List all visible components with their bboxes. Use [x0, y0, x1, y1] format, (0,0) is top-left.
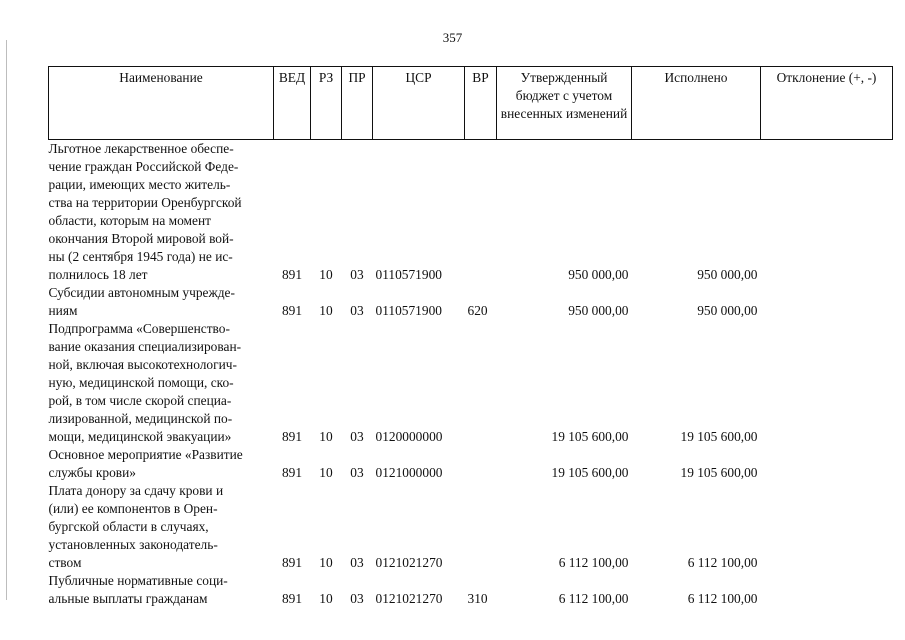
row-ved: 891	[281, 465, 303, 480]
table-row	[49, 446, 893, 482]
row-name-line: Подпрограмма «Совершенство-	[48, 321, 230, 336]
row-name	[49, 482, 274, 572]
row-vr: 620	[467, 303, 488, 318]
table-row	[49, 284, 893, 320]
row-name-line: альные выплаты гражданам	[48, 591, 208, 606]
row-deviation	[761, 284, 893, 320]
row-name-line: Основное мероприятие «Развитие	[48, 447, 243, 462]
row-budget: 19 105 600,00	[551, 465, 629, 480]
row-name	[49, 320, 274, 446]
row-name-line: полнилось 18 лет	[48, 267, 148, 282]
row-csr: 0110571900	[375, 267, 442, 282]
row-vr: 310	[467, 591, 488, 606]
row-csr: 0121000000	[375, 465, 443, 480]
row-name-line: лизированной, медицинской по-	[48, 411, 233, 426]
row-ved: 891	[281, 555, 303, 570]
row-name-line: установленных законодатель-	[48, 537, 218, 552]
row-rz: 10	[319, 591, 333, 606]
row-budget: 950 000,00	[568, 267, 629, 282]
budget-table	[48, 66, 893, 608]
row-done: 950 000,00	[697, 303, 758, 318]
header-budget: Утвержденный бюджет с учетом внесенных изменений	[497, 67, 632, 140]
row-pr: 03	[350, 267, 364, 282]
row-name-line: ную, медицинской помощи, ско-	[48, 375, 234, 390]
row-name-line: Льготное лекарственное обеспе-	[48, 141, 234, 156]
row-done: 19 105 600,00	[680, 465, 758, 480]
header-pr: ПР	[342, 67, 373, 140]
row-name-line: Плата донору за сдачу крови и	[48, 483, 224, 498]
header-ved: ВЕД	[274, 67, 311, 140]
row-name-line: рации, имеющих место житель-	[48, 177, 231, 192]
header-vr: ВР	[465, 67, 497, 140]
row-pr: 03	[350, 465, 364, 480]
header-done: Исполнено	[632, 67, 761, 140]
table-body	[49, 140, 893, 609]
row-name-line: Публичные нормативные соци-	[48, 573, 228, 588]
header-csr: ЦСР	[373, 67, 465, 140]
table-row	[49, 572, 893, 608]
row-pr: 03	[350, 591, 364, 606]
table-row	[49, 482, 893, 572]
row-name	[49, 284, 274, 320]
row-name-line: (или) ее компонентов в Орен-	[48, 501, 218, 516]
row-done: 19 105 600,00	[680, 429, 758, 444]
row-ved: 891	[281, 267, 303, 282]
row-ved: 891	[281, 591, 303, 606]
table-header	[49, 67, 893, 140]
row-name-line: мощи, медицинской эвакуации»	[48, 429, 232, 444]
row-name-line: рой, в том числе скорой специа-	[48, 393, 232, 408]
row-rz: 10	[319, 267, 333, 282]
row-budget: 6 112 100,00	[558, 555, 629, 570]
row-csr: 0121021270	[375, 555, 443, 570]
row-vr	[465, 482, 497, 572]
row-done: 6 112 100,00	[687, 591, 758, 606]
row-pr: 03	[350, 303, 364, 318]
header-name: Наименование	[49, 67, 274, 140]
row-ved: 891	[281, 303, 303, 318]
row-deviation	[761, 320, 893, 446]
row-deviation	[761, 446, 893, 482]
row-name-line: ниям	[48, 303, 78, 318]
header-rz: РЗ	[311, 67, 342, 140]
row-rz: 10	[319, 303, 333, 318]
row-rz: 10	[319, 429, 333, 444]
row-name	[49, 140, 274, 285]
row-name-line: ны (2 сентября 1945 года) не ис-	[48, 249, 233, 264]
row-rz: 10	[319, 555, 333, 570]
row-csr: 0121021270	[375, 591, 443, 606]
row-budget: 6 112 100,00	[558, 591, 629, 606]
header-deviation: Отклонение (+, -)	[761, 67, 893, 140]
row-vr	[465, 140, 497, 285]
row-name-line: вание оказания специализирован-	[48, 339, 242, 354]
row-vr	[465, 446, 497, 482]
row-budget: 19 105 600,00	[551, 429, 629, 444]
table-row	[49, 140, 893, 285]
row-name	[49, 446, 274, 482]
row-name-line: области, которым на момент	[48, 213, 211, 228]
row-name-line: бургской области в случаях,	[48, 519, 209, 534]
binding-edge-line	[6, 40, 7, 600]
row-rz: 10	[319, 465, 333, 480]
row-budget: 950 000,00	[568, 303, 629, 318]
row-vr	[465, 320, 497, 446]
row-name-line: ной, включая высокотехнологич-	[48, 357, 237, 372]
row-name-line: службы крови»	[48, 465, 136, 480]
row-csr: 0110571900	[375, 303, 442, 318]
row-ved: 891	[281, 429, 303, 444]
row-done: 950 000,00	[697, 267, 758, 282]
page-number: 357	[442, 30, 463, 45]
row-deviation	[761, 572, 893, 608]
table-row	[49, 320, 893, 446]
row-name	[49, 572, 274, 608]
row-name-line: Субсидии автономным учрежде-	[48, 285, 235, 300]
row-name-line: ством	[48, 555, 82, 570]
row-name-line: окончания Второй мировой вой-	[48, 231, 234, 246]
row-name-line: чение граждан Российской Феде-	[48, 159, 239, 174]
row-done: 6 112 100,00	[687, 555, 758, 570]
row-deviation	[761, 140, 893, 285]
row-deviation	[761, 482, 893, 572]
row-csr: 0120000000	[375, 429, 443, 444]
row-name-line: ства на территории Оренбургской	[48, 195, 242, 210]
row-pr: 03	[350, 555, 364, 570]
row-pr: 03	[350, 429, 364, 444]
